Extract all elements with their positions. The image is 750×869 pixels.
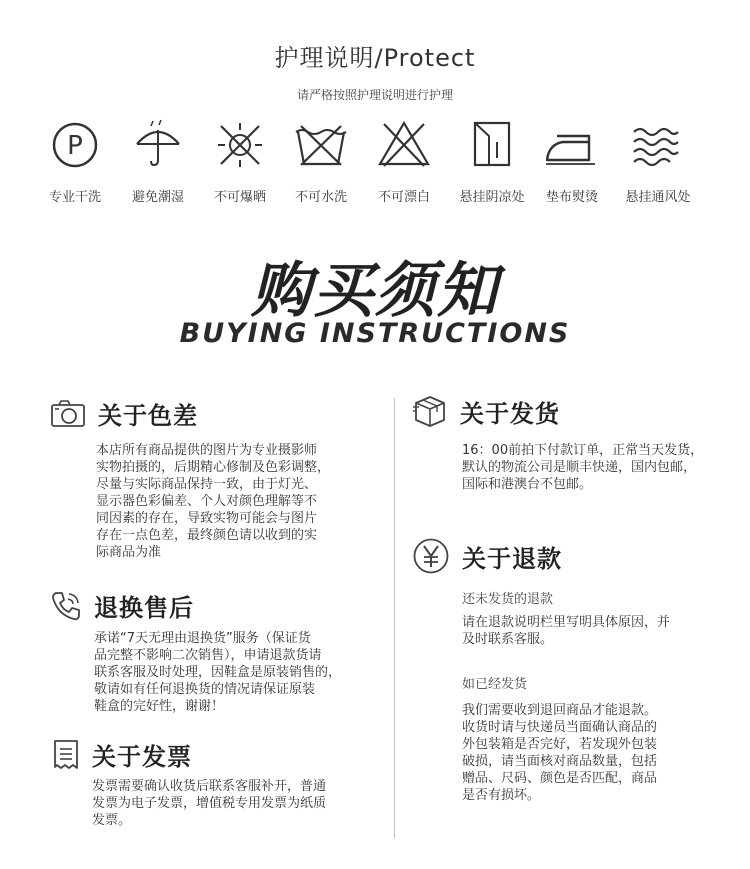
- care-label: 专业干洗: [48, 190, 101, 205]
- no-bleach-icon: [376, 118, 432, 168]
- section-invoice-header: [52, 737, 192, 772]
- umbrella-icon: [133, 118, 183, 168]
- care-subtitle: 请严格按照护理说明进行护理: [296, 88, 453, 102]
- receipt-icon: [52, 739, 80, 771]
- text-line: 尽量与实际商品保持一致，由于灯光、: [96, 477, 318, 492]
- no-sun-icon: [215, 118, 265, 168]
- text-line: 及时联系客服。: [462, 632, 554, 647]
- text-line: 同因素的存在，导致实物可能会与图片: [96, 511, 318, 526]
- section-color-header: [50, 396, 198, 431]
- buying-title: [0, 253, 750, 323]
- section-shipping-header: [412, 393, 560, 429]
- care-item: [359, 118, 449, 205]
- text-line: 承诺“7天无理由退换货”服务（保证货: [94, 631, 311, 646]
- yen-icon: [412, 537, 450, 575]
- text-line: 发票。: [92, 813, 132, 828]
- svg-text:P: P: [67, 131, 83, 161]
- care-item: [613, 118, 703, 205]
- text-line: 发票为电子发票，增值税专用发票为纸质: [92, 796, 327, 811]
- text-line: 发票需要确认收货后联系客服补开，普通: [92, 779, 327, 794]
- text-line: 是否有损坏。: [462, 788, 541, 803]
- care-label: 悬挂通风处: [625, 190, 691, 205]
- care-label: 不可水洗: [294, 190, 347, 205]
- section-invoice-body: [92, 778, 382, 829]
- refund-not-shipped-body: [462, 614, 732, 648]
- hang-shade-icon: [467, 118, 517, 168]
- section-refund-header: [412, 537, 562, 575]
- care-icons-row: [0, 118, 750, 213]
- text-line: 存在一点色差，最终颜色请以收到的实: [96, 528, 318, 543]
- section-color-title: 关于色差: [98, 402, 198, 430]
- text-line: 鞋盒的完好性，谢谢！: [94, 699, 225, 714]
- text-line: 品完整不影响二次销售），申请退款货请: [94, 648, 322, 663]
- text-line: 际商品为准: [96, 545, 162, 560]
- box-icon: [412, 393, 448, 429]
- text-line: 显示器色彩偏差、个人对颜色理解等不: [96, 494, 318, 509]
- text-line: 我们需要收到退回商品才能退款。: [462, 703, 658, 718]
- no-wash-icon: [293, 118, 349, 168]
- care-label: 垫布熨烫: [545, 190, 598, 205]
- care-item: [195, 118, 285, 205]
- section-refund-title: 关于退款: [462, 544, 562, 573]
- care-item: [447, 118, 537, 205]
- section-invoice-title: 关于发票: [92, 743, 192, 771]
- text-line: 破损，请当面核对商品数量，包括: [462, 754, 658, 769]
- care-label: 不可爆晒: [213, 190, 266, 205]
- refund-shipped-heading: 如已经发货: [462, 677, 528, 692]
- section-exchange-title: 退换售后: [94, 594, 194, 622]
- care-title: 护理说明/Protect: [274, 44, 476, 72]
- buying-subtitle-en: BUYING INSTRUCTIONS: [179, 318, 571, 349]
- text-line: 实物拍摄的，后期精心修制及色彩调整，: [96, 460, 331, 475]
- section-color-body: [96, 442, 376, 561]
- column-divider: [394, 398, 395, 838]
- camera-icon: [50, 400, 86, 428]
- text-line: 外包装箱是否完好，若发现外包装: [462, 737, 658, 752]
- care-label: 悬挂阴凉处: [459, 190, 525, 205]
- text-line: 16：00前拍下付款订单，正常当天发货，: [462, 443, 704, 458]
- care-label: 避免潮湿: [131, 190, 184, 205]
- section-shipping-body: [462, 442, 732, 493]
- wind-icon: [630, 118, 686, 168]
- section-exchange-body: [94, 630, 384, 715]
- text-line: 赠品、尺码、颜色是否匹配，商品: [462, 771, 658, 786]
- care-item: [30, 118, 120, 205]
- text-line: 本店所有商品提供的图片为专业摄影师: [96, 443, 318, 458]
- iron-icon: [543, 118, 601, 168]
- p-circle-dry-clean-icon: [50, 118, 100, 168]
- text-line: 收货时请与快递员当面确认商品的: [462, 720, 658, 735]
- refund-shipped-body: [462, 702, 732, 804]
- text-line: 国际和港澳台不包邮。: [462, 477, 593, 492]
- section-shipping-title: 关于发货: [460, 399, 560, 428]
- text-line: 默认的物流公司是顺丰快递，国内包邮，: [462, 460, 697, 475]
- care-item: [527, 118, 617, 205]
- refund-not-shipped-heading: 还未发货的退款: [462, 592, 554, 607]
- phone-icon: [50, 590, 82, 622]
- text-line: 请在退款说明栏里写明具体原因，并: [462, 615, 671, 630]
- care-label: 不可漂白: [377, 190, 430, 205]
- care-item: [113, 118, 203, 205]
- care-item: [276, 118, 366, 205]
- text-line: 敬请如有任何退换货的情况请保证原装: [94, 682, 316, 697]
- section-exchange-header: [50, 588, 194, 623]
- text-line: 联系客服及时处理，因鞋盒是原装销售的，: [94, 665, 342, 680]
- buying-title-cn: 购买须知: [251, 256, 499, 323]
